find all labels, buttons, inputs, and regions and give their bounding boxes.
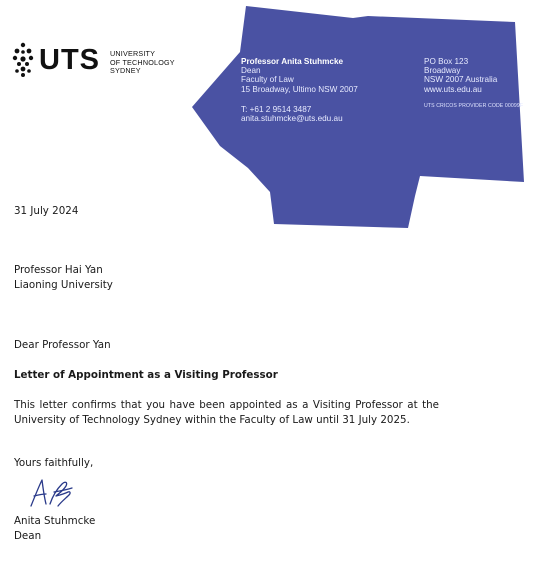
logo-sub-line: UNIVERSITY: [110, 49, 156, 58]
card-po-box: PO Box 123: [424, 57, 469, 66]
signer-block: [14, 514, 95, 544]
recipient-name: Professor Hai Yan: [14, 264, 103, 276]
card-identity: [241, 57, 358, 94]
logo-sub-line: SYDNEY: [110, 66, 141, 75]
letter-date: 31 July 2024: [14, 205, 79, 217]
card-contact: [241, 105, 343, 123]
recipient-address: [14, 263, 113, 293]
card-email: anita.stuhmcke@uts.edu.au: [241, 114, 343, 124]
card-po-street: Broadway: [424, 66, 461, 76]
card-role: Dean: [241, 66, 261, 76]
closing: Yours faithfully,: [14, 457, 94, 469]
uts-wordmark: UTS: [39, 44, 100, 76]
card-street: 15 Broadway, Ultimo NSW 2007: [241, 84, 358, 94]
card-phone: T: +61 2 9514 3487: [241, 105, 312, 114]
logo-sub-line: OF TECHNOLOGY: [110, 57, 175, 67]
signer-name: Anita Stuhmcke: [14, 515, 96, 527]
letter-body: This letter confirms that you have been appointed as a Visiting Professor at the University of Technology Sydney within the Faculty of Law until 31 July 2025.: [14, 399, 439, 426]
recipient-org: Liaoning University: [14, 279, 113, 291]
salutation: Dear Professor Yan: [14, 339, 111, 351]
card-postal: [424, 57, 497, 94]
card-po-city: NSW 2007 Australia: [424, 75, 498, 85]
handwritten-signature: [28, 476, 84, 510]
card-faculty: Faculty of Law: [241, 75, 294, 85]
card-website: www.uts.edu.au: [424, 84, 482, 94]
signer-title: Dean: [14, 530, 42, 542]
card-provider-code: UTS CRICOS PROVIDER CODE 00099F: [424, 103, 524, 109]
card-name: Professor Anita Stuhmcke: [241, 57, 344, 66]
letter-subject: Letter of Appointment as a Visiting Professor: [14, 369, 278, 381]
